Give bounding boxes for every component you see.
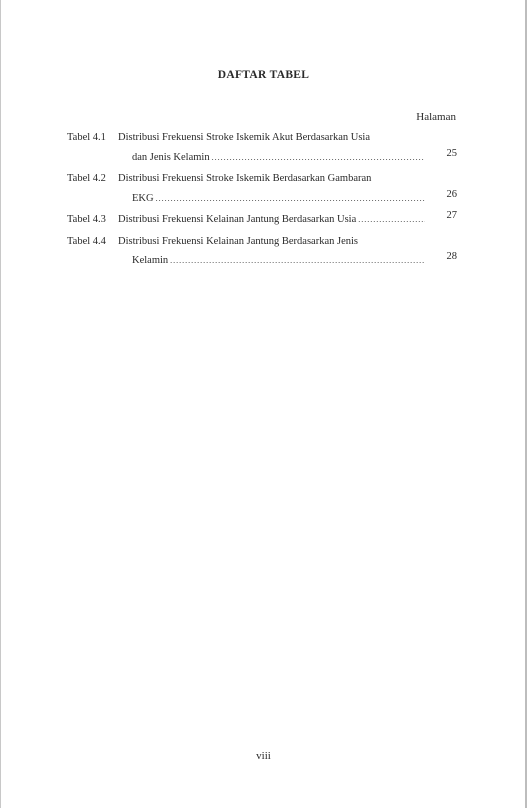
page-reference: 27 [446, 210, 457, 221]
page-column-header: Halaman [416, 111, 456, 123]
table-label: Tabel 4.2 [67, 173, 106, 184]
table-list-item[interactable] [67, 128, 457, 167]
caption-word: Berdasarkan [295, 132, 349, 143]
page-left-edge [0, 0, 1, 808]
table-label: Tabel 4.3 [67, 214, 106, 225]
page-reference: 25 [446, 147, 457, 159]
dot-leader [212, 148, 425, 168]
page-reference: 26 [446, 188, 457, 200]
table-list-item[interactable] [67, 210, 457, 230]
dot-leader [156, 189, 425, 209]
table-label: Tabel 4.4 [67, 235, 106, 247]
table-list-item[interactable] [67, 232, 457, 271]
dot-leader [170, 251, 425, 271]
table-caption-line [132, 189, 425, 209]
caption-word: Usia [350, 132, 370, 143]
caption-word: Stroke [206, 132, 234, 143]
table-label: Tabel 4.1 [67, 132, 106, 143]
page-number: viii [256, 750, 271, 762]
caption-text: EKG [132, 192, 154, 204]
table-caption-line [118, 210, 425, 230]
caption-text: Distribusi Frekuensi Kelainan Jantung Berdasarkan Usia [118, 214, 357, 225]
caption-text: Kelamin [132, 255, 169, 266]
table-caption-line [132, 251, 425, 271]
table-caption-line [118, 128, 425, 148]
caption-word: Iskemik [236, 132, 270, 143]
table-list [67, 128, 457, 273]
dot-leader [358, 210, 425, 230]
table-caption-line [132, 148, 425, 168]
caption-word: Frekuensi [162, 132, 204, 143]
caption-text: dan Jenis Kelamin [132, 151, 210, 163]
caption-word: Akut [272, 132, 294, 143]
caption-word: Distribusi [118, 132, 160, 143]
page-title: DAFTAR TABEL [217, 69, 310, 81]
page-reference: 28 [446, 251, 457, 262]
table-caption-line: Distribusi Frekuensi Kelainan Jantung Berdasarkan Jenis [118, 235, 358, 247]
table-list-item[interactable] [67, 169, 457, 208]
table-caption-line: Distribusi Frekuensi Stroke Iskemik Berdasarkan Gambaran [118, 173, 372, 184]
